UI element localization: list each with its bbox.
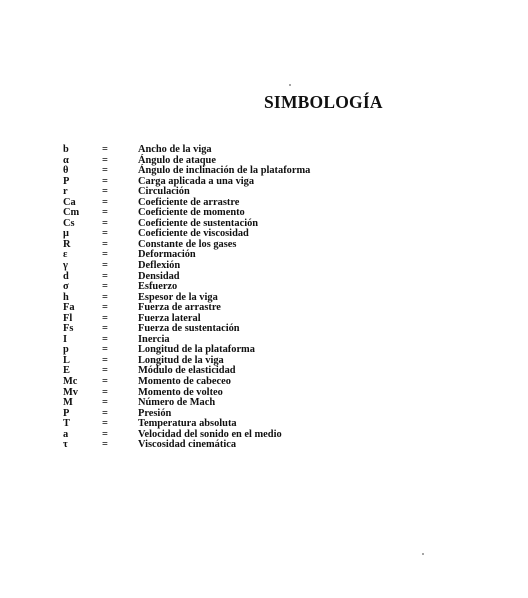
symbol-description: Número de Mach [138, 397, 216, 409]
symbol-name: μ [63, 228, 69, 240]
symbol-description: Longitud de la plataforma [138, 344, 255, 356]
equals-sign: = [102, 291, 108, 303]
symbol-name: γ [63, 260, 68, 272]
symbol-name: r [63, 186, 68, 198]
symbol-name: M [63, 397, 73, 409]
symbol-row [63, 240, 503, 251]
symbol-description: Viscosidad cinemática [138, 439, 237, 451]
equals-sign: = [102, 418, 108, 430]
equals-sign: = [102, 354, 108, 366]
symbol-description: Coeficiente de momento [138, 207, 245, 219]
symbol-name: d [63, 270, 69, 282]
equals-sign: = [102, 376, 108, 388]
equals-sign: = [102, 196, 108, 208]
symbol-name: Mv [63, 386, 79, 398]
symbol-description: Fuerza de arrastre [138, 302, 221, 314]
equals-sign: = [102, 428, 108, 440]
symbol-description: Inercia [138, 333, 170, 345]
symbol-row [63, 250, 503, 261]
symbol-name: I [63, 333, 68, 345]
symbol-description: Temperatura absoluta [138, 418, 237, 430]
symbol-row [63, 187, 503, 198]
symbol-name: Mc [63, 376, 78, 388]
symbol-row [63, 177, 503, 188]
equals-sign: = [102, 397, 108, 409]
symbol-row [63, 419, 503, 430]
symbol-name: a [63, 428, 69, 440]
symbol-row [63, 229, 503, 240]
equals-sign: = [102, 207, 108, 219]
symbol-description: Coeficiente de arrastre [138, 196, 240, 208]
symbol-name: P [63, 407, 70, 419]
scan-speck [422, 553, 424, 555]
symbol-row [63, 409, 503, 420]
symbol-name: h [63, 291, 69, 303]
symbol-description: Circulación [138, 186, 190, 198]
symbol-description: Densidad [138, 270, 180, 282]
equals-sign: = [102, 186, 108, 198]
symbol-name: Cm [63, 207, 80, 219]
symbol-description: Coeficiente de sustentación [138, 217, 259, 229]
symbol-description: Coeficiente de viscosidad [138, 228, 249, 240]
symbol-row [63, 208, 503, 219]
symbol-row [63, 398, 503, 409]
symbol-name: τ [63, 439, 68, 451]
symbol-name: Fa [63, 302, 75, 314]
symbol-description: Espesor de la viga [138, 291, 218, 303]
symbol-row [63, 272, 503, 283]
symbol-row [63, 261, 503, 272]
equals-sign: = [102, 333, 108, 345]
symbol-row [63, 198, 503, 209]
symbol-row [63, 282, 503, 293]
symbol-name: σ [63, 281, 69, 293]
equals-sign: = [102, 439, 108, 451]
symbol-description: Deformación [138, 249, 196, 261]
symbol-row [63, 388, 503, 399]
symbol-description: Deflexión [138, 260, 181, 272]
symbol-description: Ángulo de inclinación de la plataforma [138, 165, 311, 177]
symbol-row [63, 219, 503, 230]
symbol-description: Presión [138, 407, 172, 419]
symbol-name: P [63, 175, 70, 187]
symbol-description: Fuerza de sustentación [138, 323, 240, 335]
symbol-row [63, 356, 503, 367]
symbol-name: L [63, 354, 70, 366]
equals-sign: = [102, 270, 108, 282]
symbol-name: α [63, 154, 69, 166]
symbol-list [63, 145, 503, 451]
symbol-name: Cs [63, 217, 75, 229]
symbol-description: Momento de cabeceo [138, 376, 231, 388]
equals-sign: = [102, 386, 108, 398]
equals-sign: = [102, 365, 108, 377]
equals-sign: = [102, 144, 108, 155]
symbol-description: Velocidad del sonido en el medio [138, 428, 282, 440]
symbol-row [63, 377, 503, 388]
equals-sign: = [102, 260, 108, 272]
symbol-name: ε [63, 249, 68, 261]
symbol-name: Fl [63, 312, 73, 324]
symbol-name: Ca [63, 196, 76, 208]
symbol-description: Constante de los gases [138, 238, 237, 250]
equals-sign: = [102, 302, 108, 314]
symbol-name: R [63, 238, 71, 250]
symbol-description: Carga aplicada a una viga [138, 175, 255, 187]
symbol-row [63, 314, 503, 325]
symbol-name: E [63, 365, 70, 377]
symbol-description: Ángulo de ataque [138, 154, 216, 166]
equals-sign: = [102, 165, 108, 177]
equals-sign: = [102, 344, 108, 356]
equals-sign: = [102, 217, 108, 229]
symbol-name: Fs [63, 323, 74, 335]
symbol-row [63, 335, 503, 346]
symbol-row [63, 430, 503, 441]
symbol-description: Módulo de elasticidad [138, 365, 236, 377]
equals-sign: = [102, 407, 108, 419]
symbol-description: Longitud de la viga [138, 354, 224, 366]
equals-sign: = [102, 312, 108, 324]
symbol-row [63, 145, 503, 156]
symbol-name: T [63, 418, 70, 430]
symbol-row [63, 345, 503, 356]
equals-sign: = [102, 228, 108, 240]
symbol-row [63, 166, 503, 177]
symbol-description: Fuerza lateral [138, 312, 201, 324]
symbol-description: Esfuerzo [138, 281, 178, 293]
symbol-name: p [63, 344, 69, 356]
page-title: SIMBOLOGÍA [264, 92, 383, 112]
symbol-name: θ [63, 165, 69, 177]
equals-sign: = [102, 323, 108, 335]
symbol-name: b [63, 144, 69, 155]
symbol-row [63, 366, 503, 377]
symbol-row [63, 440, 503, 451]
equals-sign: = [102, 175, 108, 187]
symbol-row [63, 324, 503, 335]
equals-sign: = [102, 154, 108, 166]
scan-speck [289, 84, 291, 86]
equals-sign: = [102, 238, 108, 250]
symbol-description: Momento de volteo [138, 386, 223, 398]
equals-sign: = [102, 281, 108, 293]
equals-sign: = [102, 249, 108, 261]
symbol-row [63, 293, 503, 304]
symbol-row [63, 303, 503, 314]
symbol-description: Ancho de la viga [138, 144, 212, 155]
